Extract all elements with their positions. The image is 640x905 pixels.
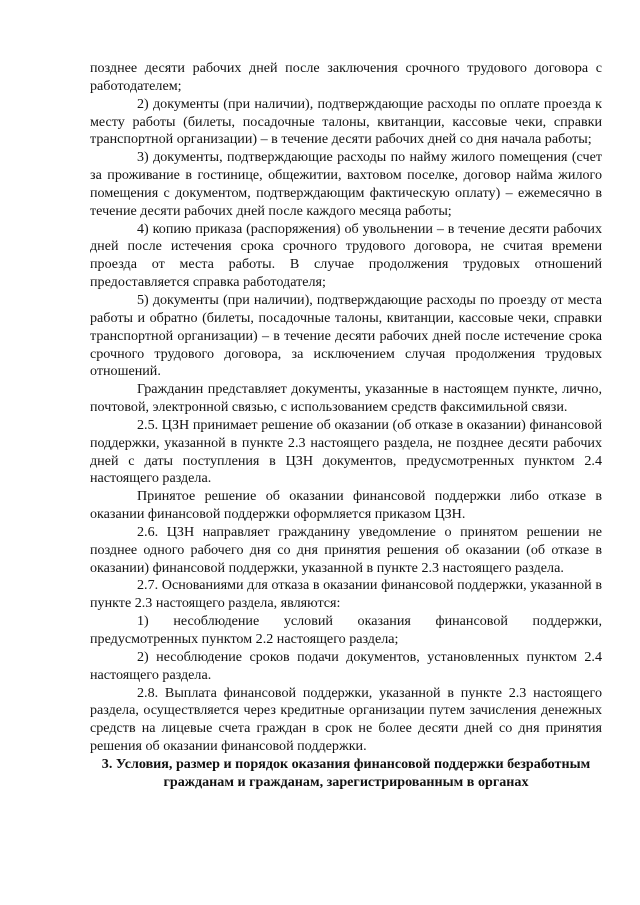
paragraph-submission-methods: Гражданин представляет документы, указанные в настоящем пункте, лично, почтовой, электронной связью, с использованием средств факсимильной связи. <box>90 381 602 416</box>
paragraph-2-6: 2.6. ЦЗН направляет гражданину уведомление о принятом решении не позднее одного рабочего дня со дня принятия решения об оказании (об отказе в оказании) финансовой поддержки, указанной в пункте 2.3 настоящего раздела. <box>90 523 602 576</box>
paragraph-item-4: 4) копию приказа (распоряжения) об увольнении – в течение десяти рабочих дней после истечения срока срочного трудового договора, не считая времени проезда от места работы. В случае продолжения трудовых отношений предоставляется справка работодателя; <box>90 220 602 291</box>
paragraph-item-2: 2) документы (при наличии), подтверждающие расходы по оплате проезда к месту работы (билеты, посадочные талоны, квитанции, кассовые чеки, справки транспортной организации) – в течение десяти рабочих дней со дня начала работы; <box>90 95 602 148</box>
paragraph-2-7: 2.7. Основаниями для отказа в оказании финансовой поддержки, указанной в пункте 2.3 настоящего раздела, являются: <box>90 577 602 612</box>
paragraph-item-5: 5) документы (при наличии), подтверждающие расходы по проезду от места работы и обратно (билеты, посадочные талоны, квитанции, кассовые чеки, справки транспортной организации) – в течение десяти рабочих дней после истечение срока срочного трудового договора, за исключением случая продолжения трудовых отношений. <box>90 291 602 380</box>
paragraph-refusal-2: 2) несоблюдение сроков подачи документов, установленных пунктом 2.4 настоящего раздела. <box>90 648 602 683</box>
paragraph-continuation: позднее десяти рабочих дней после заключения срочного трудового договора с работодателем; <box>90 60 602 94</box>
paragraph-decision-order: Принятое решение об оказании финансовой поддержки либо отказе в оказании финансовой поддержки оформляется приказом ЦЗН. <box>90 488 602 523</box>
section-heading: 3. Условия, размер и порядок оказания финансовой поддержки безработным гражданам и гражданам, зарегистрированным в органах <box>101 755 591 790</box>
paragraph-item-3: 3) документы, подтверждающие расходы по найму жилого помещения (счет за проживание в гостинице, общежитии, вахтовом поселке, договор найма жилого помещения с документом, подтверждающим фактическую оплату) – ежемесячно в течение десяти рабочих дней после каждого месяца работы; <box>90 149 602 219</box>
paragraph-2-5: 2.5. ЦЗН принимает решение об оказании (об отказе в оказании) финансовой поддержки, указанной в пункте 2.3 настоящего раздела, не позднее десяти рабочих дней с даты поступления в ЦЗН документов, предусмотренных пунктом 2.4 настоящего раздела. <box>90 416 602 487</box>
document-page <box>90 60 602 792</box>
paragraph-2-8: 2.8. Выплата финансовой поддержки, указанной в пункте 2.3 настоящего раздела, осуществляется через кредитные организации путем зачисления денежных средств на лицевые счета граждан в срок не более десяти дней со дня принятия решения об оказании финансовой поддержки. <box>90 684 602 755</box>
paragraph-refusal-1: 1) несоблюдение условий оказания финансовой поддержки, предусмотренных пунктом 2.2 настоящего раздела; <box>90 613 602 647</box>
